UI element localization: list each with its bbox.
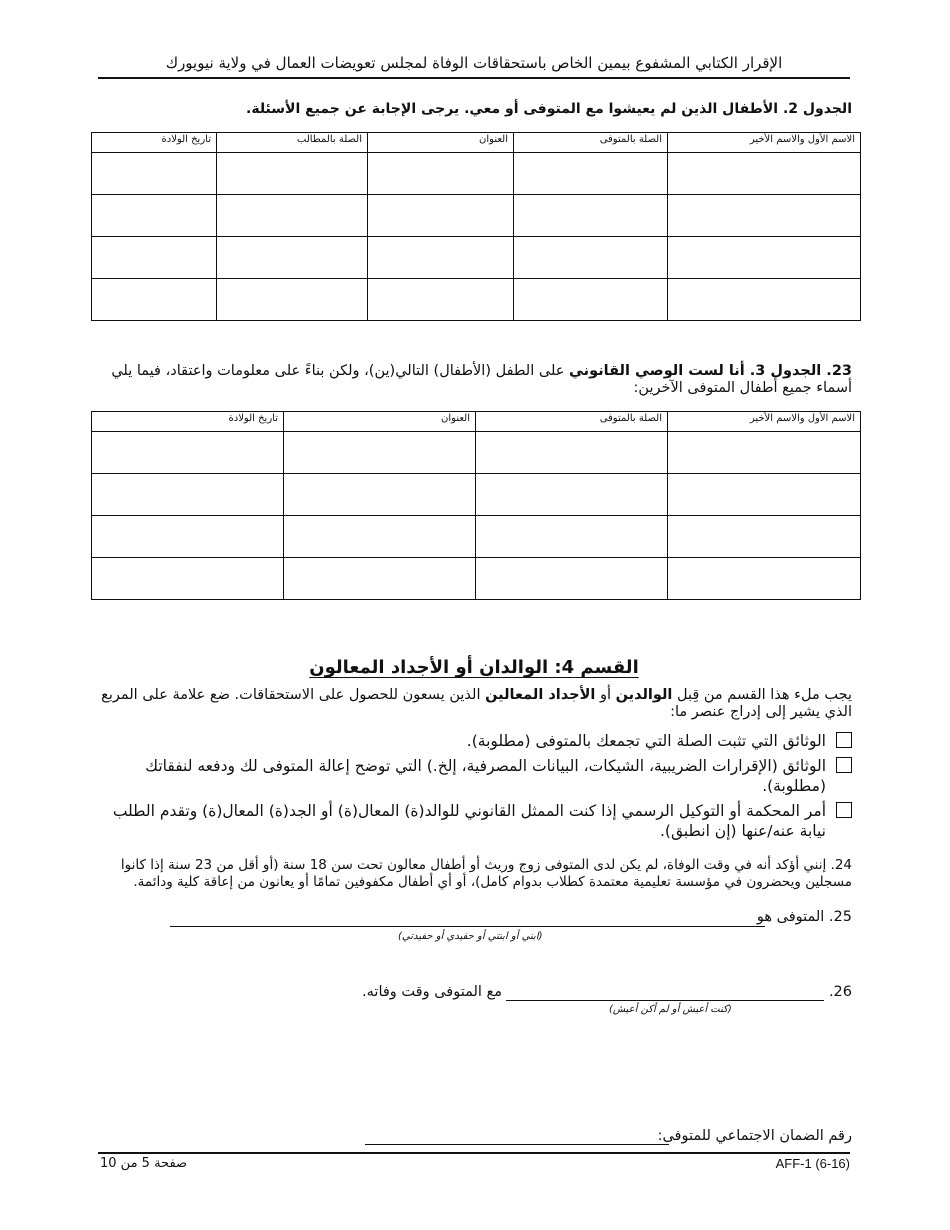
item23-label-a: الجدول 3 <box>755 363 827 379</box>
item25-answer-line[interactable] <box>170 926 765 927</box>
table-cell-input[interactable] <box>368 195 514 237</box>
table-cell-input[interactable] <box>217 237 368 279</box>
table-cell-input[interactable] <box>514 195 668 237</box>
table-row <box>92 153 861 195</box>
ssn-answer-line[interactable] <box>365 1144 669 1145</box>
checkbox-item <box>92 731 852 751</box>
table2-grid <box>91 132 861 321</box>
table-cell-input[interactable] <box>368 279 514 321</box>
footer-page-number: صفحة 5 من 10 <box>100 1156 188 1171</box>
section4-title: القسم 4: الوالدان أو الأجداد المعالون <box>309 657 639 678</box>
table3-header-address: العنوان <box>284 412 476 432</box>
table-cell-input[interactable] <box>92 195 217 237</box>
table-cell-input[interactable] <box>668 237 861 279</box>
item23-text <box>92 363 852 397</box>
table-cell-input[interactable] <box>368 153 514 195</box>
item23-number: 23. <box>826 363 852 379</box>
table2-caption <box>92 101 852 118</box>
page-header-title: الإقرار الكتابي المشفوع بيمين الخاص باستحقاقات الوفاة لمجلس تعويضات العمال في ولاية نيويورك <box>165 54 783 72</box>
table2-header-relation-deceased: الصلة بالمتوفى <box>514 133 668 153</box>
table-cell-input[interactable] <box>668 279 861 321</box>
item24-text: 24. إنني أؤكد أنه في وقت الوفاة، لم يكن لدى المتوفى زوج وريث أو أطفال معالون تحت سن 18 سنة (أو أقل من 23 سنة إذا كانوا مسجلين ويحضرون في مؤسسة تعليمية معتمدة كطلاب بدوام كامل)، أو أي أطفال مكفوفين تمامًا أو يعانون من إعاقة كلية ودائمة. <box>120 857 852 890</box>
table-cell-input[interactable] <box>368 237 514 279</box>
item26-hint: (كنت أعيش أو لم أكن أعيش) <box>609 1004 732 1015</box>
table-cell-input[interactable] <box>284 474 476 516</box>
section4-intro-grandparents: الأجداد المعالين <box>485 687 596 703</box>
table-cell-input[interactable] <box>92 474 284 516</box>
item25-hint: (ابني أو ابنتي أو حفيدي أو حفيدتي) <box>398 931 543 942</box>
table-cell-input[interactable] <box>668 516 861 558</box>
table-cell-input[interactable] <box>668 195 861 237</box>
checkbox-relationship-docs[interactable] <box>836 732 852 748</box>
item26-answer-line[interactable] <box>506 1000 824 1001</box>
checkbox-label: الوثائق (الإقرارات الضريبية، الشيكات، البيانات المصرفية، إلخ.) التي توضح إعالة المتوفى لك ودفعه لنفقاتك (مطلوبة). <box>145 757 826 795</box>
table2-header-birthdate: تاريخ الولادة <box>92 133 217 153</box>
table-row <box>92 237 861 279</box>
checkbox-item <box>92 801 852 841</box>
table-cell-input[interactable] <box>476 474 668 516</box>
table-cell-input[interactable] <box>476 558 668 600</box>
table3-header-relation-deceased: الصلة بالمتوفى <box>476 412 668 432</box>
table-cell-input[interactable] <box>92 516 284 558</box>
section4-intro-rest: الذين يسعون للحصول على الاستحقاقات. ضع علامة على المربع الذي يشير إلى إدراج عنصر ما: <box>101 687 852 720</box>
table-cell-input[interactable] <box>514 237 668 279</box>
item23-label-b: . أنا لست الوصي القانوني <box>569 363 756 379</box>
item26-number: 26. <box>828 984 852 1000</box>
table-cell-input[interactable] <box>92 153 217 195</box>
section4-intro-a: يجب ملء هذا القسم من قِبل <box>672 687 852 703</box>
checkbox-item <box>92 756 852 796</box>
checkbox-support-docs[interactable] <box>836 757 852 773</box>
table-cell-input[interactable] <box>668 432 861 474</box>
table-row <box>92 474 861 516</box>
table-cell-input[interactable] <box>284 516 476 558</box>
section4-intro <box>87 687 852 721</box>
table-cell-input[interactable] <box>284 432 476 474</box>
item25-label: 25. المتوفى هو <box>756 909 852 925</box>
table-row <box>92 195 861 237</box>
table-cell-input[interactable] <box>476 432 668 474</box>
table-cell-input[interactable] <box>217 279 368 321</box>
table2-header-row <box>92 133 861 153</box>
table2-caption-number: الجدول 2. <box>782 101 852 117</box>
checkbox-court-order[interactable] <box>836 802 852 818</box>
footer-rule <box>98 1152 850 1154</box>
table2-header-name: الاسم الأول والاسم الأخير <box>668 133 861 153</box>
table3-header-birthdate: تاريخ الولادة <box>92 412 284 432</box>
table-cell-input[interactable] <box>92 279 217 321</box>
table-cell-input[interactable] <box>668 558 861 600</box>
table-cell-input[interactable] <box>668 153 861 195</box>
table-cell-input[interactable] <box>217 153 368 195</box>
table-row <box>92 432 861 474</box>
checkbox-label: الوثائق التي تثبت الصلة التي تجمعك بالمتوفى (مطلوبة). <box>466 732 826 750</box>
section4-checkbox-list <box>92 731 852 841</box>
table3-grid <box>91 411 861 600</box>
table-cell-input[interactable] <box>476 516 668 558</box>
table-cell-input[interactable] <box>668 474 861 516</box>
table3-header-name: الاسم الأول والاسم الأخير <box>668 412 861 432</box>
table-cell-input[interactable] <box>92 237 217 279</box>
table2-caption-text: الأطفال الذين لم يعيشوا مع المتوفى أو معي. يرجى الإجابة عن جميع الأسئلة. <box>246 101 783 117</box>
header-rule <box>98 77 850 79</box>
table-cell-input[interactable] <box>217 195 368 237</box>
table-row <box>92 558 861 600</box>
ssn-label: رقم الضمان الاجتماعي للمتوفى: <box>657 1128 852 1144</box>
item23-body: على الطفل (الأطفال) التالي(ين)، ولكن بناءً على معلومات واعتقاد، فيما يلي أسماء جميع أطفال المتوفى الآخرين: <box>111 363 852 396</box>
item26-suffix: مع المتوفى وقت وفاته. <box>362 984 502 1000</box>
table2-header-relation-claimant: الصلة بالمطالب <box>217 133 368 153</box>
section4-intro-parents: الوالدين <box>615 687 673 703</box>
table3-header-row <box>92 412 861 432</box>
table-cell-input[interactable] <box>92 558 284 600</box>
section4-intro-or: أو <box>595 687 616 703</box>
table-row <box>92 516 861 558</box>
table2-header-address: العنوان <box>368 133 514 153</box>
table-cell-input[interactable] <box>92 432 284 474</box>
checkbox-label: أمر المحكمة أو التوكيل الرسمي إذا كنت الممثل القانوني للوالد(ة) المعال(ة) أو الجد(ة) المعال(ة) وتقدم الطلب نيابة عنه/عنها (إن انطبق). <box>112 802 826 840</box>
table-cell-input[interactable] <box>514 153 668 195</box>
table-cell-input[interactable] <box>284 558 476 600</box>
table-cell-input[interactable] <box>514 279 668 321</box>
footer-form-id: AFF-1 (6-16) <box>775 1156 850 1171</box>
table-row <box>92 279 861 321</box>
